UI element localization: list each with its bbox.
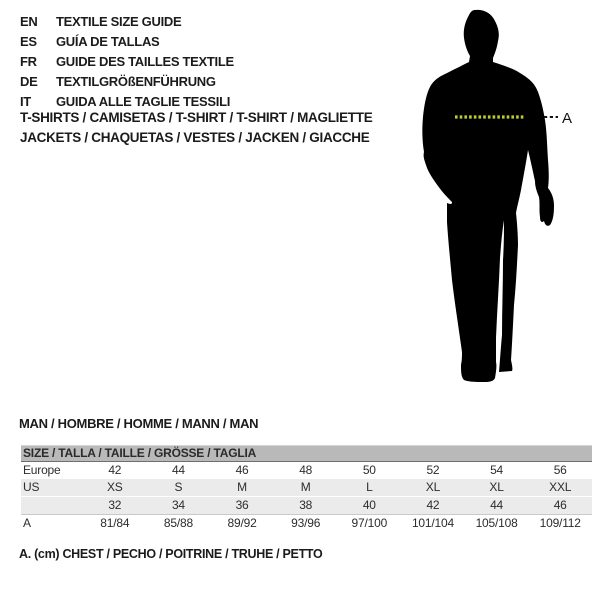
table-cell: 32 — [108, 498, 122, 512]
table-cell: 40 — [362, 498, 376, 512]
table-cell: 54 — [490, 463, 504, 477]
size-table-header: SIZE / TALLA / TAILLE / GRÖSSE / TAGLIA — [21, 445, 592, 462]
category-line-tshirts: T-SHIRTS / CAMISETAS / T-SHIRT / T-SHIRT / MAGLIETTE — [20, 110, 373, 125]
man-silhouette-figure — [400, 0, 600, 410]
table-cell: 101/104 — [411, 516, 454, 530]
lang-code: ES — [20, 34, 37, 49]
lang-title: GUÍA DE TALLAS — [56, 34, 160, 49]
table-cell: 48 — [299, 463, 313, 477]
table-cell: 42 — [426, 498, 440, 512]
lang-code: DE — [20, 74, 38, 89]
category-block — [20, 108, 372, 148]
table-cell: 85/88 — [163, 516, 193, 530]
table-row-chest-a — [21, 514, 592, 532]
table-cell: 46 — [235, 463, 249, 477]
table-cell: S — [174, 480, 183, 494]
lang-code: EN — [20, 14, 38, 29]
table-row-us — [21, 479, 592, 496]
man-silhouette — [422, 10, 554, 382]
table-cell: XXL — [549, 480, 572, 494]
table-cell: 42 — [108, 463, 122, 477]
table-cell: 44 — [490, 498, 504, 512]
table-cell: 52 — [426, 463, 440, 477]
category-line-jackets: JACKETS / CHAQUETAS / VESTES / JACKEN / GIACCHE — [20, 130, 370, 145]
lang-row-es — [20, 32, 234, 52]
table-cell: 44 — [171, 463, 185, 477]
table-cell: 38 — [299, 498, 313, 512]
row-label: US — [23, 480, 40, 494]
row-label — [21, 497, 83, 514]
lang-code: IT — [20, 94, 31, 109]
table-cell: XS — [107, 480, 123, 494]
table-cell: M — [237, 480, 247, 494]
table-cell: 105/108 — [475, 516, 518, 530]
table-row-uk — [21, 496, 592, 514]
table-cell: 89/92 — [227, 516, 257, 530]
lang-title: TEXTILGRÖßENFÜHRUNG — [56, 74, 216, 89]
row-label: Europe — [23, 463, 61, 477]
table-row-europe — [21, 462, 592, 479]
table-cell: L — [366, 480, 373, 494]
lang-row-fr — [20, 52, 234, 72]
section-label-man: MAN / HOMBRE / HOMME / MANN / MAN — [19, 416, 259, 431]
measurement-footnote: A. (cm) CHEST / PECHO / POITRINE / TRUHE / PETTO — [19, 547, 323, 561]
table-cell: 34 — [171, 498, 185, 512]
lang-title: GUIDA ALLE TAGLIE TESSILI — [56, 94, 231, 109]
table-cell: 46 — [553, 498, 567, 512]
measurement-letter-label: A — [562, 110, 573, 127]
lang-title: GUIDE DES TAILLES TEXTILE — [56, 54, 234, 69]
lang-code: FR — [20, 54, 37, 69]
table-cell: M — [300, 480, 311, 494]
lang-row-de — [20, 72, 234, 92]
row-label: A — [23, 516, 31, 530]
size-table — [21, 445, 592, 532]
table-cell: 56 — [553, 463, 567, 477]
table-cell: 36 — [235, 498, 249, 512]
table-cell: 81/84 — [100, 516, 130, 530]
table-cell: 97/100 — [351, 516, 388, 530]
table-cell: XL — [425, 480, 441, 494]
table-cell: XL — [489, 480, 504, 494]
table-cell: 93/96 — [291, 516, 321, 530]
lang-title: TEXTILE SIZE GUIDE — [56, 14, 182, 29]
table-cell: 50 — [362, 463, 376, 477]
lang-row-en — [20, 12, 234, 32]
language-title-block — [20, 12, 234, 112]
table-cell: 109/112 — [539, 516, 581, 530]
